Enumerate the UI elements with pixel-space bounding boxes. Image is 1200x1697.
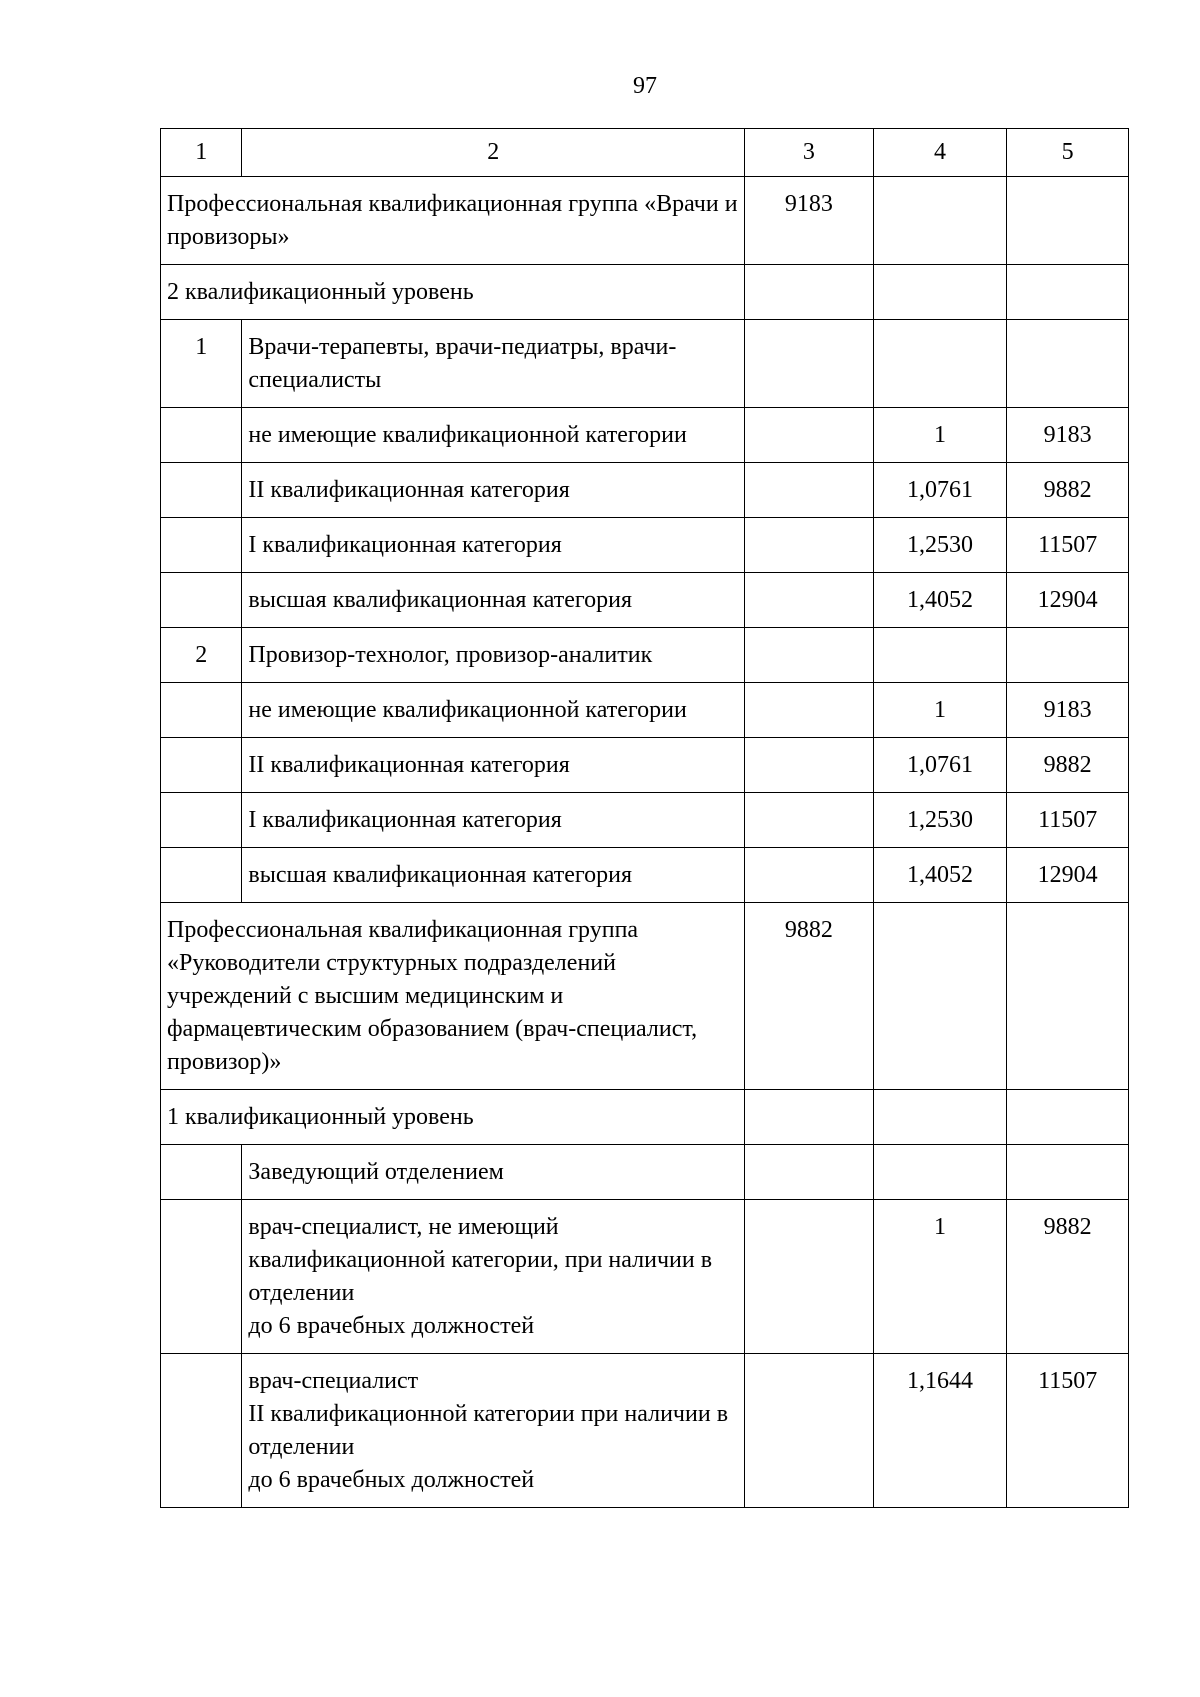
group-title: Профессиональная квалификационная группа «Врачи и провизоры» (161, 177, 745, 265)
row-number (161, 463, 242, 518)
col3-value (745, 518, 874, 573)
coefficient-value: 1 (873, 408, 1007, 463)
col3-value (745, 738, 874, 793)
coefficient-value: 1,0761 (873, 738, 1007, 793)
row-description: не имеющие квалификационной категории (242, 408, 745, 463)
row-description: высшая квалификационная категория (242, 573, 745, 628)
col3-value (745, 1145, 874, 1200)
coefficient-value (873, 265, 1007, 320)
salary-value: 9183 (1007, 683, 1129, 738)
col3-value (745, 848, 874, 903)
salary-value: 11507 (1007, 793, 1129, 848)
salary-value: 9882 (1007, 738, 1129, 793)
table-row (161, 518, 1129, 573)
col3-value (745, 628, 874, 683)
row-description: Провизор-технолог, провизор-аналитик (242, 628, 745, 683)
salary-value (1007, 265, 1129, 320)
salary-value (1007, 1145, 1129, 1200)
row-number (161, 1200, 242, 1354)
level-title: 2 квалификационный уровень (161, 265, 745, 320)
table-row (161, 848, 1129, 903)
col3-value: 9882 (745, 903, 874, 1090)
table-row (161, 683, 1129, 738)
row-number (161, 518, 242, 573)
row-number (161, 573, 242, 628)
row-description: II квалификационная категория (242, 463, 745, 518)
row-description: I квалификационная категория (242, 518, 745, 573)
table-row (161, 1145, 1129, 1200)
group-row (161, 903, 1129, 1090)
header-col-5: 5 (1007, 129, 1129, 177)
col3-value (745, 573, 874, 628)
coefficient-value: 1,1644 (873, 1354, 1007, 1508)
coefficient-value: 1 (873, 683, 1007, 738)
salary-value: 9882 (1007, 463, 1129, 518)
salary-value: 9183 (1007, 408, 1129, 463)
group-row (161, 177, 1129, 265)
table-row (161, 1354, 1129, 1508)
col3-value (745, 1354, 874, 1508)
row-description: высшая квалификационная категория (242, 848, 745, 903)
row-description: врач-специалист II квалификационной категории при наличии в отделении до 6 врачебных должностей (242, 1354, 745, 1508)
coefficient-value: 1,2530 (873, 793, 1007, 848)
salary-value: 9882 (1007, 1200, 1129, 1354)
table-row (161, 1200, 1129, 1354)
row-number: 2 (161, 628, 242, 683)
coefficient-value (873, 903, 1007, 1090)
page-number: 97 (633, 73, 657, 99)
header-col-3: 3 (745, 129, 874, 177)
row-description: не имеющие квалификационной категории (242, 683, 745, 738)
salary-value (1007, 1090, 1129, 1145)
table-row (161, 408, 1129, 463)
table-row (161, 320, 1129, 408)
salary-value: 12904 (1007, 573, 1129, 628)
col3-value (745, 320, 874, 408)
salary-value (1007, 177, 1129, 265)
coefficient-value (873, 320, 1007, 408)
header-col-2: 2 (242, 129, 745, 177)
row-number (161, 848, 242, 903)
row-number: 1 (161, 320, 242, 408)
salary-value: 12904 (1007, 848, 1129, 903)
coefficient-value (873, 628, 1007, 683)
row-description: Заведующий отделением (242, 1145, 745, 1200)
level-title: 1 квалификационный уровень (161, 1090, 745, 1145)
group-title: Профессиональная квалификационная группа «Руководители структурных подразделений учреждений с высшим медицинским и фармацевтическим образованием (врач-специалист, провизор)» (161, 903, 745, 1090)
coefficient-value: 1,4052 (873, 848, 1007, 903)
coefficient-value: 1,2530 (873, 518, 1007, 573)
salary-value (1007, 903, 1129, 1090)
coefficient-value (873, 1090, 1007, 1145)
salary-value (1007, 628, 1129, 683)
col3-value (745, 1200, 874, 1354)
table-row (161, 738, 1129, 793)
row-description: Врачи-терапевты, врачи-педиатры, врачи-специалисты (242, 320, 745, 408)
row-number (161, 408, 242, 463)
row-description: II квалификационная категория (242, 738, 745, 793)
coefficient-value: 1,4052 (873, 573, 1007, 628)
coefficient-value (873, 1145, 1007, 1200)
row-number (161, 683, 242, 738)
col3-value (745, 408, 874, 463)
row-number (161, 1354, 242, 1508)
table-header-row (161, 129, 1129, 177)
table-row (161, 628, 1129, 683)
table-row (161, 463, 1129, 518)
col3-value (745, 793, 874, 848)
table-row (161, 573, 1129, 628)
coefficient-value: 1 (873, 1200, 1007, 1354)
header-col-1: 1 (161, 129, 242, 177)
col3-value (745, 683, 874, 738)
header-col-4: 4 (873, 129, 1007, 177)
row-number (161, 738, 242, 793)
level-row (161, 265, 1129, 320)
salary-value: 11507 (1007, 518, 1129, 573)
col3-value: 9183 (745, 177, 874, 265)
coefficient-value (873, 177, 1007, 265)
col3-value (745, 463, 874, 518)
salary-value: 11507 (1007, 1354, 1129, 1508)
coefficient-value: 1,0761 (873, 463, 1007, 518)
row-description: врач-специалист, не имеющий квалификационной категории, при наличии в отделении до 6 врачебных должностей (242, 1200, 745, 1354)
row-number (161, 793, 242, 848)
level-row (161, 1090, 1129, 1145)
col3-value (745, 265, 874, 320)
table-row (161, 793, 1129, 848)
row-number (161, 1145, 242, 1200)
salary-value (1007, 320, 1129, 408)
col3-value (745, 1090, 874, 1145)
qualification-table (160, 128, 1129, 1508)
row-description: I квалификационная категория (242, 793, 745, 848)
